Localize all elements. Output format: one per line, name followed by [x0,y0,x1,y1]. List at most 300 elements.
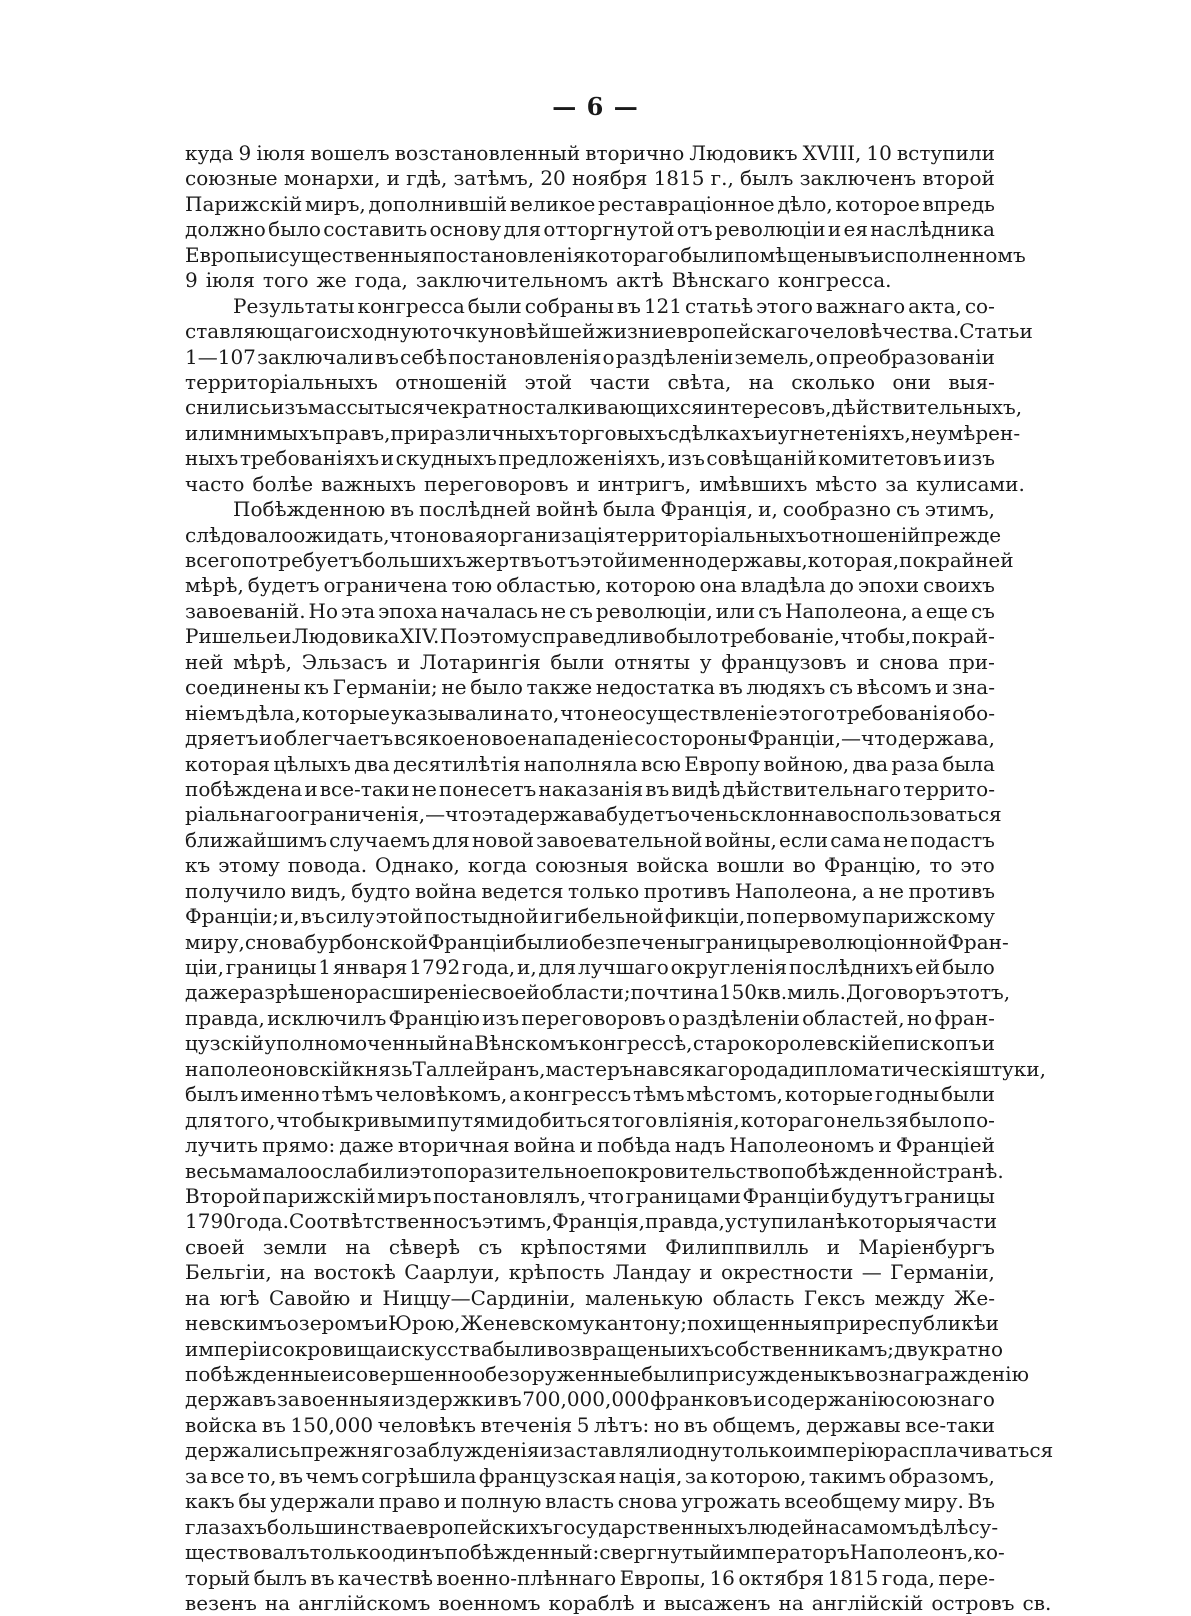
word: были [467,293,522,318]
word: эта [481,802,516,827]
word: ближайшимъ [185,827,327,852]
word: Побѣжденною [233,497,386,522]
word: г., [710,166,734,191]
word: штуки, [972,1056,1046,1081]
word: и [374,1311,389,1336]
word: по [911,624,938,649]
word: дѣла, [245,700,302,725]
word: войны, [704,827,777,852]
word: Маріенбургъ [858,1234,995,1259]
word: началась [440,598,538,623]
word: Гексъ [803,1285,866,1310]
word: на [345,1234,371,1259]
word: слѣдовало [185,522,294,547]
text-line [185,141,995,166]
paragraph [185,497,1054,1616]
word: организація [487,522,616,547]
word: и [443,1489,458,1514]
word: новѣйшей [489,319,596,344]
word: различныхъ [429,420,559,445]
word: къ [303,675,329,700]
word: статьѣ [684,293,754,318]
word: все-таки [319,776,410,801]
word: раздѣленіи [615,344,734,369]
word: постановленія [448,344,602,369]
word: будетъ [606,802,678,827]
word: Фран- [947,929,1009,954]
word: Саарлуи, [404,1260,501,1285]
word: и [539,904,553,929]
page-number: — 6 — [552,92,639,121]
word: соединены [185,675,301,700]
word: скудныхъ [395,446,497,471]
word: при [390,420,430,445]
word: имперію [793,1438,884,1463]
word: миру. [904,1489,964,1514]
text-line [185,1260,995,1285]
word: на [748,369,774,394]
text-line [185,548,1014,573]
word: республикѣ [862,1311,986,1336]
text-line [185,1590,1052,1616]
word: предложеніяхъ, [498,446,667,471]
word: и [579,1133,593,1158]
word: Ландау [612,1260,691,1285]
word: получило [185,878,287,903]
word: революціи [714,217,826,242]
word: Результаты [233,293,355,318]
word: при [822,1311,863,1336]
word: ослабили [309,1158,410,1183]
word: за [684,1463,708,1488]
word: 1815 [653,166,705,191]
word: и [985,1311,1000,1336]
word: которая [185,751,270,776]
word: іюля [205,268,255,293]
word: крайней [924,548,1014,572]
word: стороны [658,726,747,751]
word: Германіи, [890,1260,995,1285]
word: Бельгіи, [185,1260,272,1285]
word: границами [625,1183,741,1208]
word: своей [185,1234,245,1259]
word: обезоруженные [473,1362,642,1386]
word: все [210,1463,245,1488]
word: человѣкомъ, [374,1082,508,1107]
word: своихъ [923,573,995,598]
word: но [653,1412,680,1437]
text-line [185,345,995,370]
word: угнетеніяхъ, [777,420,911,445]
word: помѣщены [734,242,847,267]
text-line [185,650,995,675]
word: собраны [524,293,614,318]
text-line [185,217,995,242]
word: Франціи; [185,904,279,929]
text-line [185,1566,995,1591]
word: этого [778,700,836,725]
text-line [185,1438,1054,1463]
word: будутъ [831,1183,903,1208]
text-line [185,1209,998,1234]
word: того [262,268,309,293]
word: человѣчества. [809,319,960,344]
word: постыдной [424,904,539,929]
word: изъ [482,1005,520,1030]
word: бы [238,1489,267,1514]
word: Людовикъ [689,141,798,165]
text-line [185,599,995,624]
word: кулисами. [916,471,1025,496]
word: 9 [185,268,198,293]
word: Франціи [427,929,515,954]
word: франковъ [650,1387,753,1412]
word: союзные [185,166,278,191]
word: исходную [326,319,429,344]
word: войною, [763,751,850,776]
word: свѣта, [667,369,732,394]
word: же [316,268,347,293]
word: была [602,497,656,522]
word: не [411,776,437,801]
word: со [634,726,658,751]
word: зна- [952,675,995,700]
word: новое [466,726,527,751]
word: дряетъ [185,726,259,751]
word: будетъ [247,573,320,598]
word: мѣстомъ, [686,1082,783,1107]
word: островъ [931,1590,1015,1615]
word: преобразованіи [828,344,995,369]
word: второй [922,166,995,191]
word: іюля [256,141,306,165]
word: интересовъ, [703,395,832,420]
word: дѣло, [777,191,833,216]
word: заключительномъ [415,268,609,293]
word: Европы [185,242,265,267]
word: въ [279,1463,303,1488]
word: прежняго [300,1438,406,1463]
word: исполненномъ [870,242,1026,267]
word: поразительное [443,1158,602,1183]
word: на [503,700,530,725]
word: побѣжденные [185,1362,332,1386]
word: этимъ, [924,497,995,522]
word: конгресса [357,293,465,318]
word: Наполеона, [734,878,858,903]
word: большинства [266,1514,406,1539]
word: людяхъ [746,675,826,700]
word: у [699,649,712,674]
word: съ [478,1234,503,1259]
word: послѣднихъ [788,955,914,979]
word: не [441,675,467,700]
word: заключали [257,344,374,369]
word: на [264,1590,291,1615]
word: присуждены [695,1362,830,1386]
word: чемъ [305,1463,359,1488]
word: человѣкъ [377,1412,477,1437]
word: справедливо [531,624,666,649]
word: въ [645,776,670,801]
word: эта [340,598,376,623]
word: обезпечены [568,929,696,954]
word: года. [235,1209,290,1234]
word: крѣпость [508,1260,605,1285]
text-line [185,1413,995,1438]
word: постановлялъ, [432,1183,587,1208]
word: нападеніе [527,726,634,751]
word: съ [457,1209,482,1234]
word: востокѣ [313,1260,396,1285]
word: также [526,675,593,700]
word: удержали [269,1489,376,1514]
word: государственныхъ [552,1514,748,1539]
text-line [185,1158,1004,1184]
word: территоріальныхъ [615,522,809,547]
word: мѣсто [815,471,878,496]
word: Франція, [552,1209,645,1234]
word: подастъ [910,827,995,852]
word: обо- [952,700,995,725]
word: эпоха [378,598,438,623]
word: пере- [938,1565,995,1590]
word: основу [429,217,502,242]
word: возвращены [546,1336,677,1361]
word: 150 [718,980,758,1005]
word: было [665,624,719,649]
word: въ [616,293,641,318]
word: держава [515,802,607,827]
word: мастеръ [545,1056,633,1081]
word: затѣмъ, [453,166,535,191]
word: по- [962,1107,995,1132]
text-line [185,980,1011,1005]
word: о [667,1005,681,1030]
word: всеобщему [784,1489,901,1514]
body-text [185,141,1054,1616]
word: высаженъ [663,1590,771,1615]
word: въ [300,904,325,929]
word: которые [784,1082,874,1107]
word: неосуществленіе [597,700,778,725]
word: Соотвѣтственно [289,1209,458,1234]
word: отношеній [808,522,921,547]
word: видѣ [671,776,721,801]
text-line [185,192,995,217]
text-line [185,1031,995,1056]
word: союзнаго [895,1387,995,1412]
word: Франціи [742,1183,830,1208]
word: побѣжденный: [444,1540,600,1565]
word: войнѣ [536,497,599,522]
word: побѣда [597,1133,671,1158]
word: вознагражденію [854,1362,1029,1386]
word: нація, [618,1463,683,1488]
word: противъ [908,878,995,903]
word: Германіи; [332,675,438,700]
word: потребуетъ [241,548,363,572]
text-line [185,624,995,649]
word: съ [895,497,920,522]
word: одинъ [380,1540,445,1565]
word: силу [325,904,375,929]
word: и, [758,497,778,522]
word: случаемъ [329,827,431,852]
word: издержки [391,1387,497,1412]
word: невскимъ [185,1311,287,1336]
word: это [409,1158,444,1183]
word: Второй [185,1183,261,1208]
word: отъ [676,217,713,242]
word: переговоровъ [423,471,569,496]
word: расширеніе [355,980,480,1005]
text-line [185,802,1002,827]
word: ей [915,955,941,979]
word: покровительство [601,1158,781,1183]
word: лѣтъ: [594,1412,650,1437]
word: св. [1022,1590,1052,1615]
word: сокровища [271,1336,388,1361]
word: года, [881,1565,935,1590]
word: 700,000,000 [522,1387,650,1412]
word: было [268,217,321,242]
word: су- [968,1514,999,1539]
word: очень [677,802,740,827]
word: вторично [585,141,685,165]
word: Францію [388,1005,480,1030]
word: ней [185,649,224,674]
text-line [185,1464,995,1489]
word: державы, [706,548,808,572]
paragraph [185,293,1033,498]
word: были [680,242,735,267]
word: Наполеономъ [729,1133,875,1158]
word: Европы, [619,1565,706,1590]
word: и [827,217,842,242]
word: вѣсомъ [856,675,932,700]
word: англійскомъ [298,1590,431,1615]
word: и [856,649,870,674]
word: — [861,1260,882,1285]
word: какъ [185,1489,235,1514]
word: новой [471,827,534,852]
word: 1815 [827,1565,879,1590]
word: дѣйствительнаго [722,776,902,801]
text-line [185,777,995,802]
word: котораго [740,1107,836,1132]
word: имѣвшихъ [699,471,808,496]
word: на [778,1590,804,1615]
word: Людовика [291,624,400,649]
word: для [503,217,542,242]
word: на [280,1260,306,1285]
word: 121 [643,293,682,318]
word: наказанія [538,776,644,801]
word: Статьи [959,319,1033,344]
text-line [185,242,1026,268]
word: года, [462,955,516,979]
word: и [699,1260,713,1285]
word: для [538,955,577,979]
word: революціонной [785,929,948,954]
word: массы [307,395,374,420]
word: надъ [674,1133,726,1158]
word: которые [301,700,391,725]
word: Францію, [823,853,922,878]
word: со- [964,293,995,318]
word: побѣжденной [780,1158,925,1183]
word: ріальнаго [185,802,288,827]
word: и [826,1234,841,1259]
word: о [602,344,615,369]
word: Договоръ [846,980,946,1005]
word: странѣ. [924,1158,1004,1183]
word: съ [829,675,853,700]
word: держались [185,1438,301,1463]
word: снова [244,929,305,954]
word: вошли [716,853,785,878]
word: дѣлѣ [919,1514,969,1539]
word: даже [339,1133,394,1158]
word: только [721,1438,794,1463]
word: за [276,1387,300,1412]
word: XIV. [399,624,440,649]
word: земель, [734,344,815,369]
word: въ [261,1412,286,1437]
word: общемъ, [712,1412,802,1437]
word: было [909,1107,962,1132]
word: реставраціонное [597,191,775,216]
word: облегчаетъ [273,726,394,751]
word: Европу [684,751,761,776]
word: которою [605,573,696,598]
word: составить [323,217,428,242]
word: бурбонской [304,929,428,954]
word: Савойю [269,1285,351,1310]
word: января [332,955,408,979]
word: Же- [953,1285,995,1310]
word: расплачиваться [883,1438,1054,1463]
word: ніемъ [185,700,245,725]
word: миръ, [305,191,366,216]
word: совершенно [344,1362,474,1386]
word: торый [185,1565,251,1590]
word: мѣрѣ, [185,573,244,598]
word: отняты [614,649,691,674]
word: видъ, [290,878,347,903]
word: что [389,522,426,547]
word: и [278,624,292,649]
word: образомъ, [888,1463,995,1488]
word: годны [874,1082,940,1107]
word: на [814,1514,841,1539]
word: Вѣнскаго [671,268,770,293]
word: нѣкоторыя [822,1209,937,1234]
word: о [815,344,828,369]
word: округленія [670,955,788,979]
word: въ [497,1387,522,1412]
word: этого [756,293,813,318]
word: всего [185,548,242,572]
word: сталкивающихся [523,395,704,420]
text-line [185,497,995,522]
word: себѣ [400,344,448,369]
word: террито- [903,776,995,801]
paragraph [185,141,1026,294]
word: отторгнутой [543,217,675,242]
word: были [550,649,605,674]
